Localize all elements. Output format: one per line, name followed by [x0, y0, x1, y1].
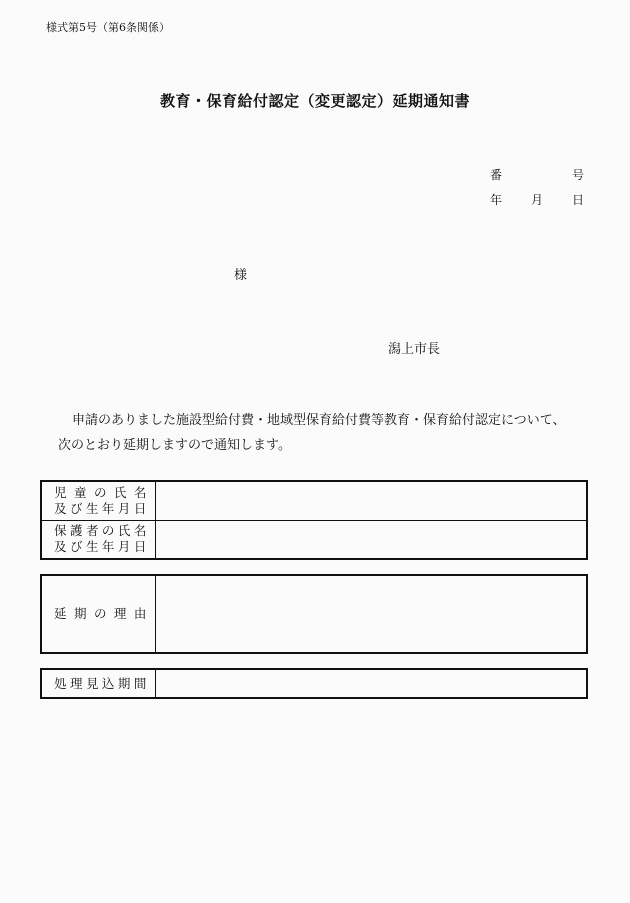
period-table [40, 668, 588, 699]
document-title: 教育・保育給付認定（変更認定）延期通知書 [159, 92, 470, 110]
addressee-suffix: 様 [234, 268, 248, 283]
day-label: 日 [572, 193, 585, 207]
period-label: 処理見込期間 [54, 675, 147, 691]
sender-name: 潟上市長 [388, 342, 441, 357]
number-suffix: 号 [572, 168, 585, 182]
child-row [41, 481, 587, 520]
child-label-line-2: 及び生年月日 [54, 500, 147, 516]
reason-row [41, 575, 587, 653]
number-label: 番 [490, 168, 503, 182]
reason-value-field[interactable] [156, 575, 587, 653]
period-label-cell [41, 669, 156, 698]
applicant-info-table [40, 480, 588, 560]
guardian-label-line-1: 保護者の氏名 [54, 523, 147, 539]
form-number: 様式第5号（第6条関係） [46, 21, 170, 34]
reason-table [40, 574, 588, 654]
month-label: 月 [531, 193, 544, 207]
reason-label: 延期の理由 [54, 606, 147, 621]
guardian-label-line-2: 及び生年月日 [54, 539, 147, 555]
child-value-field[interactable] [156, 481, 587, 520]
body-text-line-1: 申請のありました施設型給付費・地域型保育給付費等教育・保育給付認定について、 [72, 413, 566, 428]
child-label-line-1: 児童の氏名 [54, 484, 147, 500]
guardian-label-cell [41, 520, 156, 559]
reason-label-cell [41, 575, 156, 653]
guardian-value-field[interactable] [156, 520, 587, 559]
period-row [41, 669, 587, 698]
body-text-line-2: 次のとおり延期しますので通知します。 [58, 438, 291, 453]
child-label-cell [41, 481, 156, 520]
period-value-field[interactable] [156, 669, 587, 698]
guardian-row [41, 520, 587, 559]
year-label: 年 [490, 193, 503, 207]
